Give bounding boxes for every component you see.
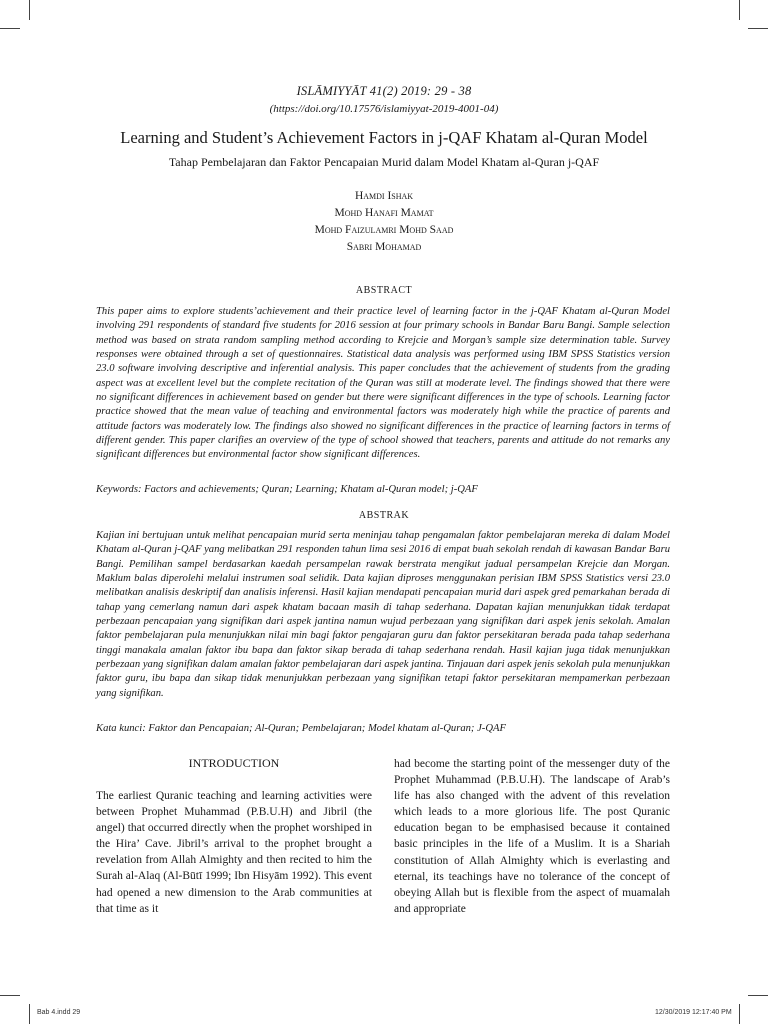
crop-mark <box>739 0 740 20</box>
crop-mark <box>748 28 768 29</box>
doi-link[interactable]: (https://doi.org/10.17576/islamiyyat-2019-4001-04) <box>269 103 499 115</box>
crop-mark <box>29 0 30 20</box>
article-title: Learning and Student’s Achievement Factors in j-QAF Khatam al-Quran Model <box>120 128 648 147</box>
crop-mark <box>748 995 768 996</box>
author-list <box>0 188 768 256</box>
abstract-heading: ABSTRACT <box>355 285 413 296</box>
abstract-keywords: Keywords: Factors and achievements; Quran; Learning; Khatam al-Quran model; j-QAF <box>96 484 478 495</box>
crop-mark <box>0 28 20 29</box>
journal-citation: ISLĀMIYYĀT 41(2) 2019: 29 - 38 <box>296 84 472 98</box>
abstrak-heading: ABSTRAK <box>358 510 410 521</box>
footer-filename: Bab 4.indd 29 <box>37 1009 81 1016</box>
introduction-heading: INTRODUCTION <box>188 756 280 770</box>
abstract-text: This paper aims to explore students’achievement and their practice level of learning factor in the j-QAF Khatam al-Quran Model involving 291 respondents of standard five students for 2016 session at four primary schools in Bandar Baru Bangi. Sample selection method was based on strata random sampling method according to Krejcie and Morgan’s sample size determination table. Survey responses were obtained through a set of questionnaires. Statistical data analysis was performed using IBM SPSS Statistics version 23.0 software involving descriptive and inferential analysis. This paper concludes that the achievement of students from the grading aspect was at excellent level but the complete recitation of the Quran was still at moderate level. The findings showed that there were no significant differences in achievement based on gender but there were significant differences in the type of schools. Learning factor practice showed that the mean value of teaching and environmental factors was moderately high while the practice of parents and attitude factors was moderately low. The findings also showed no significant differences in the practice of learning factors in terms of different gender. This paper clarifies an overview of the type of school showed that teachers, parents and attitude do not remarks any significant differences but environmental factor show significant differences. <box>96 306 670 461</box>
author-name: Hamdi Ishak <box>354 190 414 202</box>
author-name: Sabri Mohamad <box>346 241 422 253</box>
introduction-column-right: had become the starting point of the messenger duty of the Prophet Muhammad (P.B.U.H). The landscape of Arab’s life has also changed with the advent of this revelation which leads to a more glorious life. The post Quranic education began to be emphasised because it contained basic principles in the life of a Muslim. It is a Shariah constitution of Allah Almighty which is everlasting and eternal, its teachings have no tolerance of the concept of obeying Allah but is flexible from the aspect of muamalah and appropriate <box>394 758 670 915</box>
abstrak-keywords: Kata kunci: Faktor dan Pencapaian; Al-Quran; Pembelajaran; Model khatam al-Quran; J-QAF <box>96 723 506 734</box>
author-name: Mohd Hanafi Mamat <box>334 207 434 219</box>
introduction-column-left: The earliest Quranic teaching and learning activities were between Prophet Muhammad (P.B.U.H) and Jibril (the angel) that occurred directly when the prophet worshiped in the Hira’ Cave. Jibril’s arrival to the prophet brought a revelation from Allah Almighty and then recited to him the Surah al-Alaq (Al-Būtī 1999; Ibn Hisyām 1992). This event had opened a new dimension to the Arab communities at that time as it <box>96 790 372 915</box>
author-name: Mohd Faizulamri Mohd Saad <box>314 224 454 236</box>
abstrak-text: Kajian ini bertujuan untuk melihat pencapaian murid serta meninjau tahap pengamalan faktor pembelajaran mereka di dalam Model Khatam al-Quran j-QAF yang melibatkan 291 responden tahun lima sesi 2016 di empat buah sekolah rendah di kawasan Bandar Baru Bangi. Pemilihan sampel berdasarkan kaedah persampelan rawak berstrata mengikut jadual persampelan Krejcie dan Morgan. Maklum balas diperolehi melalui instrumen soal selidik. Data kajian diproses menggunakan perisian IBM SPSS Statistics versi 23.0 melibatkan analisis deskriptif dan analisis inferensi. Hasil kajian mendapati pencapaian murid dari aspek gred pemarkahan berada di tahap yang cemerlang namun dari aspek khatam bacaan masih di tahap sederhana. Dapatan kajian menunjukkan tidak terdapat perbezaan pencapaian yang signifikan dari aspek jantina namun wujud perbezaan yang signifikan dari aspek jenis sekolah. Amalan faktor pembelajaran pula menunjukkan nilai min bagi faktor pengajaran guru dan faktor persekitaran berada pada tahap sederhana tinggi manakala amalan faktor ibu bapa dan faktor sikap berada di tahap sederhana rendah. Hasil kajian juga tidak menunjukkan perbezaan yang signifikan dalam amalan faktor pembelajaran dari aspek jantina. Tinjauan dari aspek jenis sekolah pula menunjukkan faktor guru, ibu bapa dan sikap tidak menunjukkan perbezaan yang signifikan tetapi faktor persekitaran mempamerkan perbezaan yang signifikan. <box>96 530 670 699</box>
crop-mark <box>0 995 20 996</box>
crop-mark <box>739 1004 740 1024</box>
article-subtitle: Tahap Pembelajaran dan Faktor Pencapaian Murid dalam Model Khatam al-Quran j-QAF <box>168 155 600 169</box>
footer-timestamp: 12/30/2019 12:17:40 PM <box>655 1009 732 1016</box>
crop-mark <box>29 1004 30 1024</box>
